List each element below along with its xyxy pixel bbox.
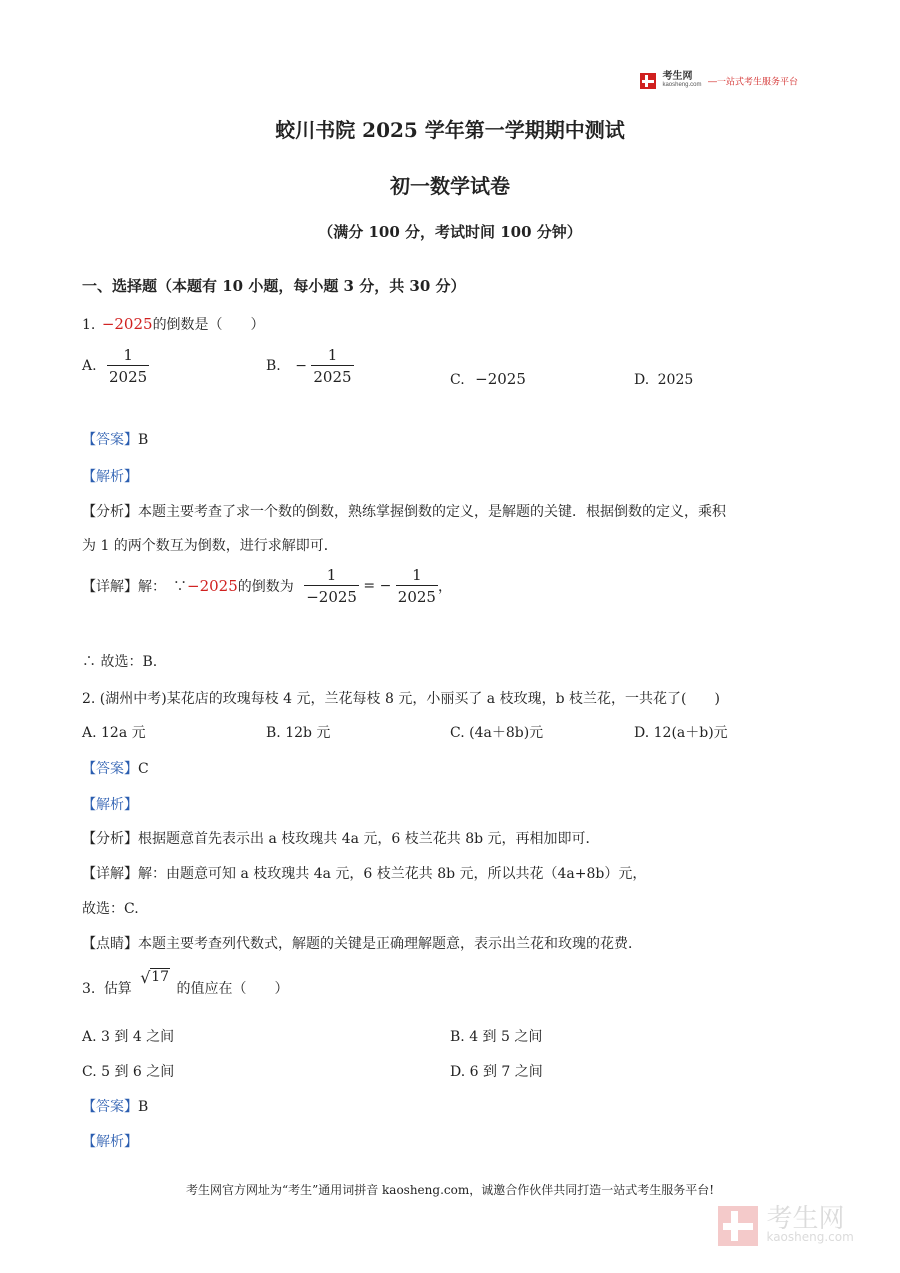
q2-conclusion: 故选：C. bbox=[82, 901, 139, 917]
section-heading: 一、选择题（本题有 10 小题，每小题 3 分，共 30 分） bbox=[82, 277, 466, 295]
q1-option-d: D. 2025 bbox=[634, 372, 694, 388]
fraction: $\frac{1}{2025}$ bbox=[109, 346, 148, 386]
q1-detail: 【详解】解： ∵−2025的倒数为 $\frac{1}{-2025}$ = − $\frac{1}{2025}$ ， bbox=[82, 566, 452, 606]
q1-option-c: C. −2025 bbox=[450, 370, 526, 388]
q1-option-b: B. − $\frac{1}{2025}$ bbox=[266, 346, 352, 386]
fraction: $\frac{1}{-2025}$ bbox=[306, 566, 357, 606]
question-2: 2. (湖州中考)某花店的玫瑰每枝 4 元，兰花每枝 8 元，小丽买了 a 枝玫瑰，b 枝兰花，一共花了( ) bbox=[82, 691, 720, 707]
q1-option-a: A. $\frac{1}{2025}$ bbox=[82, 346, 148, 386]
footer-text: 考生网官方网址为“考生”通用词拼音 kaosheng.com，诚邀合作伙伴共同打造一站式考生服务平台! bbox=[185, 1183, 715, 1197]
q2-fenxi: 【分析】根据题意首先表示出 a 枝玫瑰共 4a 元，6 枝兰花共 8b 元，再相加即可． bbox=[82, 831, 600, 847]
watermark bbox=[718, 1206, 854, 1246]
q3-option-a: A. 3 到 4 之间 bbox=[82, 1029, 175, 1045]
q2-option-c: C. (4a＋8b)元 bbox=[450, 725, 544, 741]
q3-option-c: C. 5 到 6 之间 bbox=[82, 1064, 175, 1080]
logo-text: 考生网 bbox=[662, 71, 693, 82]
q1-number: 1. bbox=[82, 317, 96, 333]
q1-conclusion: ∴ 故选：B. bbox=[82, 654, 158, 670]
question-3: 3. 估算 √ 17 的值应在（ ） bbox=[82, 968, 289, 997]
q3-answer: 【答案】B bbox=[82, 1099, 149, 1115]
q3-option-b: B. 4 到 5 之间 bbox=[450, 1029, 543, 1045]
header-logo: 考生网 kaosheng.com —一站式考生服务平台 bbox=[640, 72, 798, 90]
q1-value: −2025 bbox=[101, 315, 153, 333]
q3-analysis-heading: 【解析】 bbox=[82, 1134, 138, 1150]
fraction: $\frac{1}{2025}$ bbox=[313, 346, 352, 386]
watermark-subtext: kaosheng.com bbox=[766, 1230, 854, 1244]
exam-subtitle: 初一数学试卷 bbox=[390, 174, 510, 198]
q1-fenxi-line1: 【分析】本题主要考查了求一个数的倒数，熟练掌握倒数的定义，是解题的关键．根据倒数的定义，乘积 bbox=[82, 504, 726, 520]
q1-analysis-heading: 【解析】 bbox=[82, 469, 138, 485]
q1-fenxi-line2: 为 1 的两个数互为倒数，进行求解即可． bbox=[82, 538, 338, 554]
watermark-text: 考生网 bbox=[766, 1204, 845, 1234]
q2-option-b: B. 12b 元 bbox=[266, 725, 331, 741]
q2-detail: 【详解】解：由题意可知 a 枝玫瑰共 4a 元，6 枝兰花共 8b 元，所以共花（4a+8b）元， bbox=[82, 866, 647, 882]
q2-option-a: A. 12a 元 bbox=[82, 725, 146, 741]
q1-text: 的倒数是（ ） bbox=[152, 317, 265, 333]
exam-title: 蛟川书院 2025 学年第一学期期中测试 bbox=[275, 118, 625, 142]
question-1 bbox=[82, 314, 265, 334]
q2-option-d: D. 12(a＋b)元 bbox=[634, 725, 728, 741]
q2-comment: 【点睛】本题主要考查列代数式，解题的关键是正确理解题意，表示出兰花和玫瑰的花费． bbox=[82, 936, 642, 952]
q2-answer: 【答案】C bbox=[82, 761, 149, 777]
q1-answer: 【答案】B bbox=[82, 432, 149, 448]
watermark-logo-icon bbox=[718, 1206, 758, 1246]
fraction: $\frac{1}{2025}$ bbox=[397, 566, 436, 606]
header-slogan: 一站式考生服务平台 bbox=[716, 76, 798, 87]
q2-analysis-heading: 【解析】 bbox=[82, 797, 138, 813]
exam-info: （满分 100 分，考试时间 100 分钟） bbox=[318, 223, 582, 241]
kaosheng-logo-icon bbox=[640, 73, 656, 89]
q3-option-d: D. 6 到 7 之间 bbox=[450, 1064, 543, 1080]
square-root: √ 17 bbox=[140, 968, 170, 987]
logo-subtext: kaosheng.com bbox=[662, 82, 702, 88]
